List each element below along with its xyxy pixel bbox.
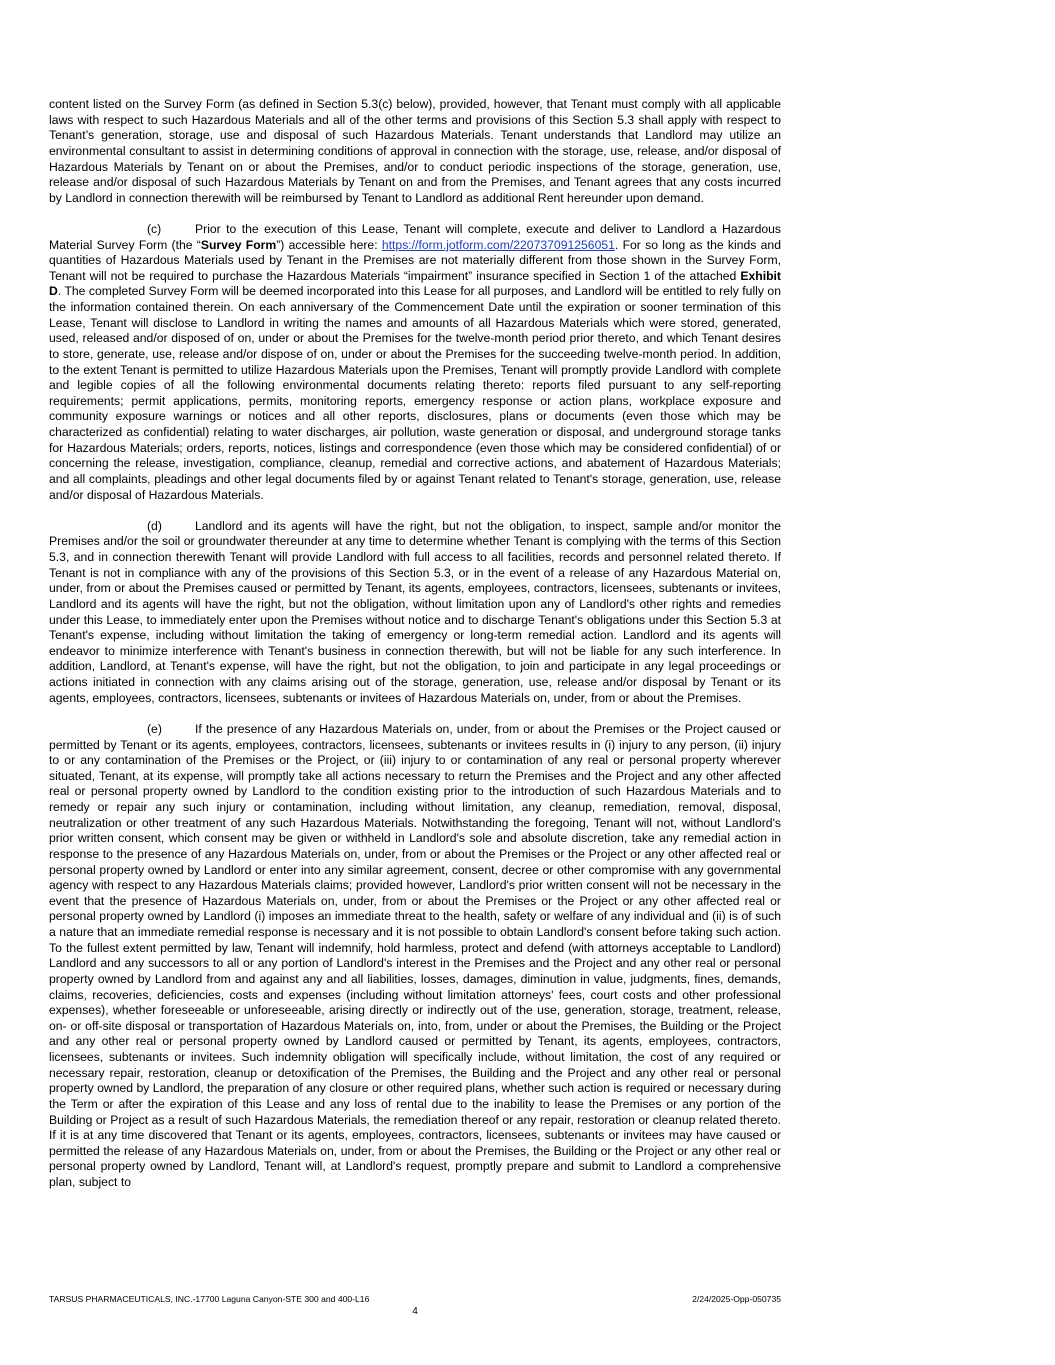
document-body: [49, 97, 781, 1206]
footer-left: TARSUS PHARMACEUTICALS, INC.-17700 Laguna Canyon-STE 300 and 400-L16: [49, 1294, 370, 1304]
defined-term: Survey Form: [200, 237, 277, 252]
paragraph-text: ”) accessible here:: [276, 237, 382, 252]
paragraph-label: (d): [147, 518, 162, 533]
paragraph-text: . For so long as the kinds and quantities of Hazardous Materials used by Tenant in the Premises are not materially different from those shown in the Survey Form, Tenant will not be required to purchase the Hazardous Materials “impairment” insurance specified in Section 1 of the attached: [49, 237, 781, 283]
paragraph-text: Prior to the execution of this Lease, Tenant will complete, execute and deliver to Landlord a Hazardous Material Survey Form (the “: [49, 221, 781, 252]
footer-right: 2/24/2025-Opp-050735: [692, 1294, 781, 1304]
paragraph-c: [49, 222, 781, 503]
paragraph-continued: [49, 97, 781, 206]
paragraph-label: (c): [147, 221, 162, 236]
paragraph-d: [49, 519, 781, 707]
paragraph-text: Landlord and its agents will have the right, but not the obligation, to inspect, sample and/or monitor the Premises and/or the soil or groundwater thereunder at any time to determine whether Tenant is complying with the terms of this Section 5.3, and in connection therewith Tenant will provide Landlord with full access to all facilities, records and personnel related thereto. If Tenant is not in compliance with any of the provisions of this Section 5.3, or in the event of a release of any Hazardous Material on, under, from or about the Premises caused or permitted by Tenant, its agents, employees, contractors, licensees, subtenants or invitees, Landlord and its agents will have the right, but not the obligation, without limitation upon any of Landlord's other rights and remedies under this Lease, to immediately enter upon the Premises without notice and to discharge Tenant's obligations under this Section 5.3 at Tenant's expense, including without limitation the taking of emergency or long-term remedial action. Landlord and its agents will endeavor to minimize interference with Tenant's business in connection therewith, but will not be liable for any such interference. In addition, Landlord, at Tenant's expense, will have the right, but not the obligation, to join and participate in any legal proceedings or actions initiated in connection with any claims arising out of the storage, generation, use, release and/or disposal by Tenant or its agents, employees, contractors, licensees, subtenants or invitees of Hazardous Materials on, under, from or about the Premises.: [49, 518, 781, 705]
survey-form-link[interactable]: https://form.jotform.com/220737091256051: [381, 237, 615, 252]
paragraph-text: content listed on the Survey Form (as defined in Section 5.3(c) below), provided, however, that Tenant must comply with all applicable laws with respect to such Hazardous Materials and all of the other terms and provisions of this Section 5.3 shall apply with respect to Tenant’s generation, storage, use and disposal of such Hazardous Materials. Tenant understands that Landlord may utilize an environmental consultant to assist in determining conditions of approval in connection with the storage, use, release, and/or disposal of Hazardous Materials by Tenant on or about the Premises, and/or to conduct periodic inspections of the storage, generation, use, release and/or disposal of such Hazardous Materials by Tenant on and from the Premises, and Tenant agrees that any costs incurred by Landlord in connection therewith will be reimbursed by Tenant to Landlord as additional Rent hereunder upon demand.: [49, 97, 781, 205]
paragraph-e: [49, 722, 781, 1191]
exhibit-reference: Exhibit D: [49, 268, 781, 299]
page-number: 4: [412, 1306, 418, 1317]
paragraph-text: If the presence of any Hazardous Materials on, under, from or about the Premises or the Project caused or permitted by Tenant or its agents, employees, contractors, licensees, subtenants or invitees results in (i) injury to any person, (ii) injury to or any contamination of the Premises or the Project, or (iii) injury to or contamination of any real or personal property wherever situated, Tenant, at its expense, will promptly take all actions necessary to return the Premises and the Project and any other affected real or personal property owned by Landlord to the condition existing prior to the introduction of such Hazardous Materials and to remedy or repair any such injury or contamination, including without limitation, any cleanup, remediation, removal, disposal, neutralization or other treatment of any such Hazardous Materials. Notwithstanding the foregoing, Tenant will not, without Landlord's prior written consent, which consent may be given or withheld in Landlord's sole and absolute discretion, take any remedial action in response to the presence of any Hazardous Materials on, under, from or about the Premises or the Project or any other affected real or personal property owned by Landlord or enter into any similar agreement, consent, decree or other compromise with any governmental agency with respect to any Hazardous Materials claims; provided however, Landlord's prior written consent will not be necessary in the event that the presence of Hazardous Materials on, under, from or about the Premises or the Project or any other affected real or personal property owned by Landlord (i) imposes an immediate threat to the health, safety or welfare of any individual and (ii) is of such a nature that an immediate remedial response is necessary and it is not possible to obtain Landlord's consent before taking such action. To the fullest extent permitted by law, Tenant will indemnify, hold harmless, protect and defend (with attorneys acceptable to Landlord) Landlord and any successors to all or any portion of Landlord's interest in the Premises and the Project and any other real or personal property owned by Landlord from and against any and all liabilities, losses, damages, diminution in value, judgments, fines, demands, claims, recoveries, deficiencies, costs and expenses (including without limitation attorneys' fees, court costs and other professional expenses), whether foreseeable or unforeseeable, arising directly or indirectly out of the use, generation, storage, treatment, release, on- or off-site disposal or transportation of Hazardous Materials on, into, from, under or about the Premises, the Building or the Project and any other real or personal property owned by Landlord caused or permitted by Tenant, its agents, employees, contractors, licensees, subtenants or invitees. Such indemnity obligation will specifically include, without limitation, the cost of any required or necessary repair, restoration, cleanup or detoxification of the Premises, the Building and the Project and any other real or personal property owned by Landlord, the preparation of any closure or other required plans, whether such action is required or necessary during the Term or after the expiration of this Lease and any loss of rental due to the inability to lease the Premises or any portion of the Building or Project as a result of such Hazardous Materials, the remediation thereof or any repair, restoration or cleanup related thereto. If it is at any time discovered that Tenant or its agents, employees, contractors, licensees, subtenants or invitees may have caused or permitted the release of any Hazardous Materials on, under, from or about the Premises, the Building or the Project or any other real or personal property owned by Landlord, Tenant will, at Landlord's request, promptly prepare and submit to Landlord a comprehensive plan, subject to: [49, 721, 781, 1190]
paragraph-text: . The completed Survey Form will be deemed incorporated into this Lease for all purposes, and Landlord will be entitled to rely fully on the information contained therein. On each anniversary of the Commencement Date until the expiration or sooner termination of this Lease, Tenant will disclose to Landlord in writing the names and amounts of all Hazardous Materials which were stored, generated, used, released and/or disposed of on, under or about the Premises for the twelve-month period prior thereto, and which Tenant desires to store, generate, use, release and/or dispose of on, under or about the Premises for the succeeding twelve-month period. In addition, to the extent Tenant is permitted to utilize Hazardous Materials upon the Premises, Tenant will promptly provide Landlord with complete and legible copies of all the following environmental documents relating thereto: reports filed pursuant to any self-reporting requirements; permit applications, permits, monitoring reports, emergency response or action plans, workplace exposure and community exposure warnings or notices and all other reports, disclosures, plans or documents (even those which may be characterized as confidential) relating to water discharges, air pollution, waste generation or disposal, and underground storage tanks for Hazardous Materials; orders, reports, notices, listings and correspondence (even those which may be considered confidential) of or concerning the release, investigation, compliance, cleanup, remedial and corrective actions, and abatement of Hazardous Materials; and all complaints, pleadings and other legal documents filed by or against Tenant related to Tenant's storage, generation, use, release and/or disposal of Hazardous Materials.: [49, 284, 781, 502]
paragraph-label: (e): [147, 721, 162, 736]
